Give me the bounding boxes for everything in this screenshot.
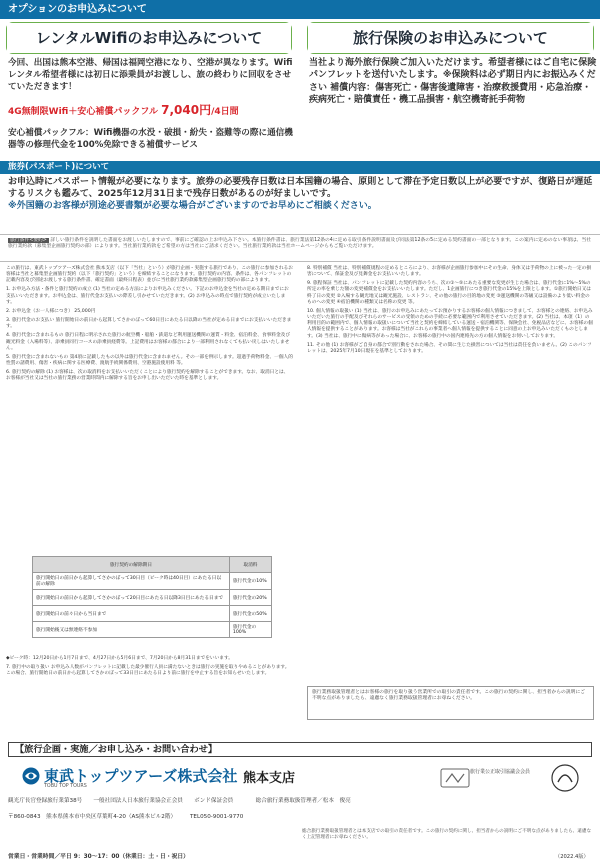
terms-paragraph: 6. 旅行契約の解除 (1) お客様は、次の取消料をお支払いいただくことにより旅行契約を解除することができます。なお、取消日とは、お客様が当社又は当社の旅行業務の営業時間内に解除する旨をお申し出いただいた時を基準とします。 (6, 370, 289, 382)
table-cell: 旅行開始後又は無連絡不参加 (33, 622, 230, 638)
manager-notice-box: 旅行業務取扱管理者とはお客様の旅行を取り扱う営業所での取引の責任者です。この旅行の契約に関し、担当者からの説明にご不明な点がありましたら、遠慮なく旅行業務取扱管理者にお尋ねください。 (307, 686, 594, 720)
contact-heading: 【旅行企画・実施／お申し込み・お問い合わせ】 (8, 742, 592, 757)
table-cell: 旅行代金の100% (229, 622, 271, 638)
table-header-row (33, 557, 272, 573)
table-row (33, 573, 272, 590)
table-cell: 旅行開始日の前々日から当日まで (33, 606, 230, 622)
fair-trade-badge-icon (440, 768, 470, 788)
terms-left-bottom (6, 656, 293, 680)
terms-paragraph: 3. 旅行代金のお支払い 旅行開始日の前日から起算してさかのぼって60日目にあたる日以降の当社が定める日までにお支払いいただきます。 (6, 318, 292, 330)
branch-name: 熊本支店 (243, 771, 296, 786)
company-logo-icon (22, 767, 40, 785)
passport-body: お申込時にパスポート情報が必要になります。旅券の必要残存日数は日本国籍の場合、原則として滞在予定日数以上が必要ですが、復路日が遅延するリスクも鑑みて、2025年12月31日まで残存日数があるのが好ましいです。 (8, 177, 593, 199)
divider (0, 234, 600, 235)
terms-paragraph: 9. 旅程保証 当社は、パンフレットに記載した契約内容のうち、次の①〜⑤にあたる重要な変更が生じた場合は、旅行代金に1%〜5%の所定の率を乗じた額の変更補償金をお支払いいたします。ただし、1企画旅行につき旅行代金の15%を上限とします。①旅行開始日又は終了日の変更 ②入場する観光地又は観光施設、レストラン、その他の旅行の目的地の変更 ③運送機関の等級又は設備のより低い料金のものへの変更 ④宿泊機関の種類又は名称の変更 等。 (307, 281, 591, 305)
license-info: 観光庁長官登録旅行業第38号 一般社団法人日本旅行業協会正会員 ボンド保証会員 総合旅行業務取扱管理者／松本 俊亮 (8, 798, 351, 804)
table-cell: 旅行代金の20% (229, 590, 271, 606)
wifi-title: レンタルWifiのお申込みについて (7, 23, 291, 53)
fair-trade-badge-label: 旅行業公正取引協議会会員 (470, 769, 531, 775)
travel-insurance-title: 旅行保険のお申込みについて (308, 23, 593, 53)
wifi-plan-unit: /4日間 (211, 107, 239, 117)
table-cell: 旅行開始日の前日から起算してさかのぼって20日目にあたる日以降3日目にあたる日まで (33, 590, 230, 606)
company-sub: TOBU TOP TOURS (44, 784, 87, 789)
wifi-plan-label: 4G無制限Wifi＋安心補償パックフル (8, 107, 158, 117)
wifi-plan (8, 104, 294, 119)
section-header-options: オプションのお申込みについて (0, 0, 600, 19)
cancellation-fee-table (32, 556, 272, 638)
table-cell: 旅行代金の50% (229, 606, 271, 622)
wifi-title-box (6, 22, 292, 54)
table-cell: 旅行代金の10% (229, 573, 271, 590)
terms-right-column (307, 266, 594, 358)
divider (0, 261, 600, 262)
table-cell: 旅行開始日の前日から起算してさかのぼって30日目（ピーク時は40日目）にあたる日以前の解除 (33, 573, 230, 590)
terms-paragraph: この旅行は、東武トップツアーズ株式会社 熊本支店（以下「当社」という）が旅行企画・実施する旅行であり、この旅行に参加されるお客様は当社と募集型企画旅行契約（以下「旅行契約」という）を締結することになります。旅行契約の内容、条件は、各パンフレットの記載内容及び別途お渡しする旅行条件書、確定書面（最終日程表）並びに当社旅行業約款募集型企画旅行契約の部によります。 (6, 266, 293, 284)
terms-paragraph: ◆ピーク時：12月20日から1月7日まで、4月27日から5月6日まで、7月20日から8月31日までをいいます。 (6, 656, 233, 661)
table-header: 取消料 (229, 557, 271, 573)
table-row (33, 622, 272, 638)
passport-section-header: 旅券(パスポート)について (0, 161, 600, 174)
terms-paragraph: 7. 旅行中の取り扱い お申込み人数がパンフレットに記載した最少催行人員に満たないときは旅行の実施を取りやめることがあります。この場合、旅行開始日の前日から起算してさかのぼって33日目にあたる日より前に旅行を中止する旨をお知らせいたします。 (6, 665, 290, 677)
company-name: 東武トップツアーズ株式会社 (44, 767, 238, 785)
table-row (33, 606, 272, 622)
business-hours: 営業日・営業時間／平日 9：30〜17：00（休業日：土・日・祝日） (8, 854, 189, 860)
passport-foreign-warning: ※外国籍のお客様が別途必要書類が必要な場合がございますのでお早めにご相談ください。 (8, 200, 377, 211)
table-row (33, 590, 272, 606)
table-header: 旅行契約の解除期日 (33, 557, 230, 573)
terms-paragraph: 2. お申込金（お一人様につき） 25,000円 (6, 308, 96, 314)
terms-left-column (6, 266, 293, 386)
passport-section (8, 177, 594, 212)
travel-conditions-tag: 旅行条件<要約> (10, 238, 47, 243)
manager-note: 総合旅行業務取扱管理者とは本支店での取引の責任者です。この旅行の契約に関し、担当者からの説明にご不明な点がありましたら、遠慮なく上記管理者にお尋ねください。 (302, 829, 592, 841)
wifi-pack-description: 安心補償パックフル：Wifi機器の水没・破損・紛失・盗難等の際に通信機器等の修理代金を100%免除できる補償サービス (8, 128, 293, 150)
terms-paragraph: 11. その他 (1) お客様がご自身の都合で別行動をされた場合、その間に生じた損害については当社は責任を負いません。(2) このパンフレットは、2025年7月10日現在を基準としております。 (307, 342, 592, 354)
travel-insurance-title-box (307, 22, 594, 54)
wifi-plan-price: 7,040円 (161, 103, 212, 117)
terms-paragraph: 1. お申込み方法・条件と旅行契約の成立 (1) 当社の定める方法によりお申込みください。下記のお申込金を当社の定める期日までにお支払いいただきます。お申込金は、旅行代金お支払いの際差し引かせていただきます。(2) お申込みの時点で旅行契約が成立いたします。 (6, 287, 289, 305)
travel-conditions-text: 詳しい旅行条件を説明した書面をお渡しいたしますので、事前にご確認の上お申込み下さい。本旅行条件書は、旅行業法第12条の4に定める取引条件説明書面及び同法第12条の5に定める契約書面の一部となります。この案内に定めのない事項は、当社旅行業約款（募集型企画旅行契約の部）によります。当社旅行業約款をご希望の方は当社にご請求ください。当社旅行業約款は当社ホームページからもご覧いただけます。 (8, 238, 592, 250)
travel-insurance-description: 当社より海外旅行保険ご加入いただけます。希望者様にはご自宅に保険パンフレットを送付いたします。※保険料は必ず期日内にお振込みください 補償内容：傷害死亡・傷害後遺障害・治療救援費用・応急治療・疾病死亡・賠償責任・機工品損害・航空機寄託手荷物 (309, 58, 597, 106)
edition-label: （2022.4版） (555, 854, 589, 860)
company-address: 〒860-0843 熊本県熊本市中央区草葉町4-20（AS熊本ビル2階） TEL050-9001-9770 (8, 814, 244, 820)
travel-conditions-note (8, 238, 594, 250)
wifi-description: 今回、出国は熊本空港、帰国は福岡空港になり、空港が異なります。Wifiレンタル希望者様には初日に添乗員がお渡しし、旅の終わりに回収をさせていただきます！ (8, 58, 293, 92)
terms-paragraph: 10. 個人情報の取扱い (1) 当社は、旅行のお申込みにあたってお預かりするお客様の個人情報につきまして、お客様との連絡、お申込みいただいた旅行の手配及びそれらのサービスの受領のための手続に必要な範囲内で利用させていただきます。(2) 当社は、本項（1）の利用目的の範囲内で、個人情報の取扱いについて当社と契約を締結している運送・宿泊機関等、保険会社、免税品店などに、お客様の個人情報を提供することがあります。お客様は当社がこれらの事業者へ個人情報を提供することに同意の上お申込みいただくものとします。(3) 当社は、旅行中に傷病等があった場合に、お客様の旅行中の国内連絡先の方の個人情報をお伺いしております。 (307, 308, 593, 339)
terms-paragraph: 8. 特別補償 当社は、特別補償規程の定めるところにより、お客様が企画旅行参加中にその生命、身体又は手荷物の上に被った一定の損害について、保証金及び見舞金をお支払いいたします。 (307, 266, 592, 278)
terms-paragraph: 4. 旅行代金に含まれるもの 旅行日程に明示された旅行の航空機・船舶・鉄道など利用運送機関の運賃・料金、宿泊料金、食事料金及び観光料金（入場料等）、添乗員同行コースの添乗員経費等。上記費用はお客様の都合により一部利用されなくても払い戻しはいたしません。 (6, 333, 291, 351)
privacy-mark-icon (548, 764, 582, 792)
terms-paragraph: 5. 旅行代金に含まれないもの 第4項に記載したもの以外は旅行代金に含まれません。その一部を例示します。超過手荷物料金、一個人的性質の諸費用、傷害・疾病に関する医療費、渡航手続関係費用、空港施設使用料 等。 (6, 354, 293, 367)
